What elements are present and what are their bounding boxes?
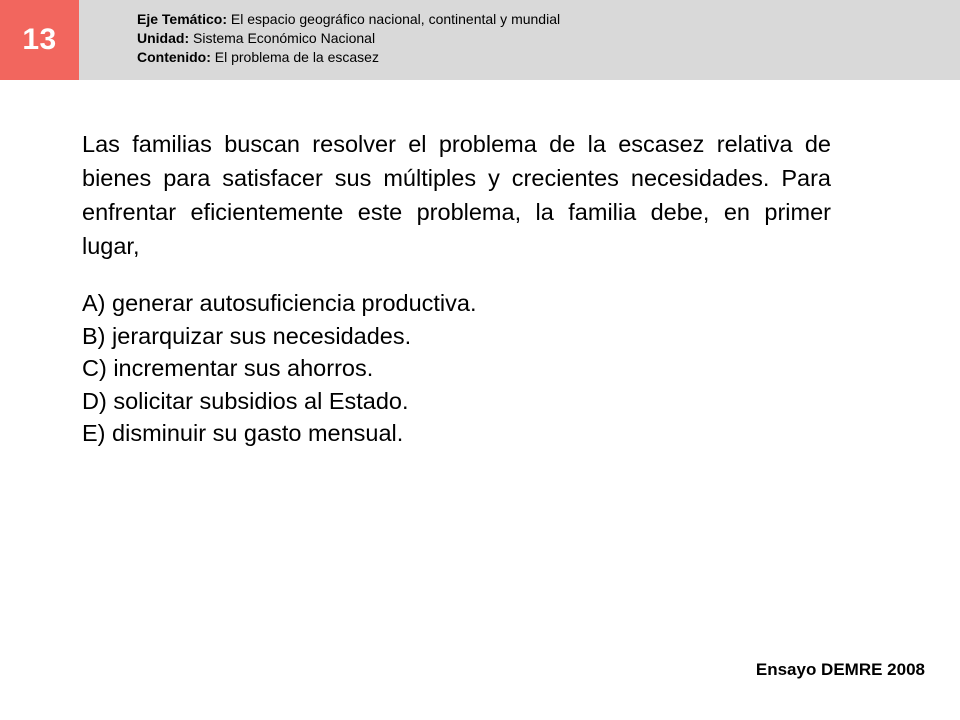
unidad-label: Unidad: — [137, 30, 190, 46]
header-bar — [0, 0, 960, 80]
question-number-badge — [0, 0, 79, 80]
eje-tematico-label: Eje Temático: — [137, 11, 227, 27]
option-b[interactable]: B) jerarquizar sus necesidades. — [82, 322, 412, 349]
source-footer: Ensayo DEMRE 2008 — [755, 660, 925, 679]
eje-tematico-value: El espacio geográfico nacional, continental y mundial — [227, 11, 561, 27]
eje-tematico-row — [137, 10, 560, 29]
question-text: Las familias buscan resolver el problema de la escasez relativa de bienes para satisfacer sus múltiples y crecientes necesidades. Para enfrentar eficientemente este problema, la familia debe, en primer lugar, — [82, 131, 831, 259]
option-a[interactable]: A) generar autosuficiencia productiva. — [82, 290, 477, 316]
unidad-value: Sistema Económico Nacional — [189, 30, 376, 46]
option-e[interactable]: E) disminuir su gasto mensual. — [82, 420, 404, 446]
option-d[interactable]: D) solicitar subsidios al Estado. — [82, 387, 409, 414]
unidad-row — [137, 29, 560, 48]
answer-options — [82, 287, 477, 450]
question-number: 13 — [22, 23, 57, 56]
contenido-label: Contenido: — [137, 49, 211, 65]
option-c[interactable]: C) incrementar sus ahorros. — [82, 355, 374, 381]
question-metadata — [137, 10, 560, 67]
contenido-value: El problema de la escasez — [210, 49, 379, 65]
contenido-row — [137, 48, 560, 67]
